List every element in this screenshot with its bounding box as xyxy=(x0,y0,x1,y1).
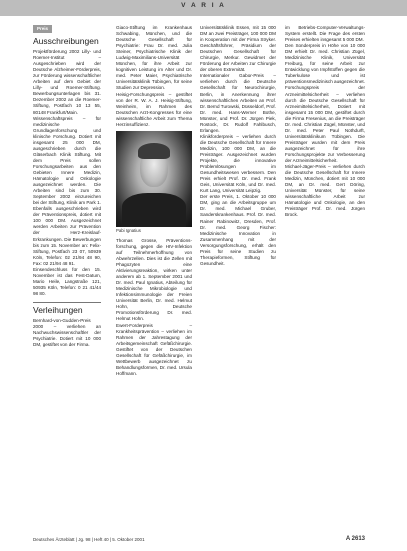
column-1 xyxy=(33,25,101,348)
paragraph: Ewert-Forderpreis – Krankheitsprävention – verliehen im Rahmen der Jahrestagung der Arbeitsgemeinschaft Gefäßchirurgie. Gestiftet von der Deutschen Gesellschaft für Gefäßchirurgie, im Wettbewerb ausgezeichnet zu Behandlungsformen, Dr. med. Ursula Hoffmann. xyxy=(116,322,192,376)
column-4 xyxy=(285,25,365,219)
category-tag: Preis xyxy=(33,25,52,33)
column-2 xyxy=(116,25,192,377)
column-3 xyxy=(200,25,276,267)
photo-caption: Pabi Ignatius xyxy=(116,227,141,233)
divider xyxy=(33,302,101,303)
paragraph: Michael-Jäger-Preis – verliehen durch die Deutsche Gesellschaft für Innere Medizin, München, dotiert mit 10 000 DM, an Dr. med. Gert Döring, Universität Münster, für seine wissenschaftliche Arbeit zur Hämatologie und Onkologie, an den Preisträger Prof. Dr. med. Jürgen Brock. xyxy=(285,164,365,218)
paragraph: Giaco-Stiftung im Krankenhaus Schwabing, München, und die Deutsche Gesellschaft für Psychiatrie: Frau Dr. med. Julia Steiner, Psychiatrische Klinik der Ludwig-Maximilians-Universität München, für ihre Arbeit zur kognitiven Leistung im Alter und Dr. med. Peter Maier, Psychiatrische Universitätsklinik Tübingen, für seine Studien zur Depression. xyxy=(116,25,192,91)
portrait-photo xyxy=(116,131,192,227)
paragraph: Heisig-Forschungspreis – gestiftet von der R. W. A. J. Heisig-Stiftung, Weinheim, im Rahmen des Deutschen Arzt-Kongresses für eine wissenschaftliche Arbeit zum Thema Herzinsuffizienz. xyxy=(116,91,192,127)
page-footer xyxy=(33,537,365,542)
section-header-bar xyxy=(0,0,407,16)
paragraph: Wissenschaftspreis – für medizinische Grundlagenforschung und klinische Forschung. Dotiert mit insgesamt 25 000 DM, ausgeschrieben durch die Gläserbach Klinik Stiftung. Mit dem Preis sollen Forschungsarbeiten aus den Gebieten Innere Medizin, Hämatologie und Onkologie ausgezeichnet werden. Die Arbeiten sind bis zum 30. September 2002 einzureichen bei der Stiftung, Klinik am Park 1. xyxy=(33,115,101,206)
paragraph: Den Sonderpreis in Höhe von 10 000 DM erhielt Dr. med. Christian Zügel, Medizinische Klinik, Universität Freiburg, für seine Arbeit zur Entwicklung von Impfstoffen gegen die Tuberkulose und ist präventionsmedizinisch ausgezeichnet. xyxy=(285,43,365,85)
journal-citation: Deutsches Ärzteblatt | Jg. 98 | Heft 40 | 5. Oktober 2001 xyxy=(33,537,145,542)
photo-hair xyxy=(138,143,170,159)
paragraph: Ebenfalls ausgeschrieben wird der Präventionspreis, dotiert mit 100 000 DM. Ausgezeichnet werden Arbeiten zur Prävention der Herz-Kreislauf-Erkrankungen. Die Bewerbungen bis zum 15. November an: Felix-Stiftung, Postfach 23 07, 50939 Köln, Telefon: 02 21/94 48 90, Fax: 02 21/94 48 91. xyxy=(33,206,101,266)
paragraph: Klinikforderpreis – verliehen durch die Deutsche Gesellschaft für Innere Medizin, 100 000 DM, an die Preisträger. Ausgezeichnet wurden Projekte, die innovative Problemlösungen im Gesundheitswesen verbessern. Den Preis erhielt Prof. Dr. med. Frank Geis, Universität Köln, und Dr. med. Kurt Lang, Universität Leipzig. xyxy=(200,133,276,194)
paragraph: Thomas Grosse, Präventions-forschung, gegen die HIV-Infektion auf Teilnehmerhoffnung von Abwehrzellen. Dies ist die Zellen mit Phagozyten eine Aktivierungsreaktion, wirken unter anderem ab 1. September 2001 und Dr. med. Paul Ignatius, Abteilung für Medizinische Mikrobiologie und Infektionsimmunologie der Freien Universität Berlin, Dr. med. Helmut Hohn, Deutsche Promotionsförderung Dr. med. Helmut Hohn. xyxy=(116,237,192,322)
section-title: V A R I A xyxy=(181,2,226,9)
paragraph: Der erste Preis, 1. Oktober 10 000 DM, ging an die Arbeitsgruppe um Dr. med. Michael Gruber, Sanderskrankenhaus. Prof. Dr. med. Rainer Rabinowitz, Dresden, Prof. Dr. med. Georg Fischer: Medizinische Innovation in Zusammenhang mit der Versorgungsforschung, erhält den Preis für seine Studien zu Therapieformen, Stiftung für Gesundheit. xyxy=(200,194,276,266)
photo-shoulders xyxy=(122,193,186,227)
paragraph: Forschungspreis der Arzneimittelsicherheit – verliehen durch die Deutsche Gesellschaft für Arzneimittelsicherheit, Dotiert mit insgesamt 15 000 DM, gestiftet durch die Firma Fresenius, an die Preisträger Dr. med. Christian Zügel, Münster, und Dr. med. Peter Paul Nothdurft, Universitätsklinikum Tübingen. Die Preisträger wurden mit dem Preis ausgezeichnet für ihre Forschungsprojekte zur Verbesserung der Arzneimittelsicherheit. xyxy=(285,85,365,164)
page-number: A 2613 xyxy=(345,536,365,542)
paragraph: Internationaler Gabor-Preis – verliehen durch die Deutsche Gesellschaft für Neurochirurgie, Berlin, in Anerkennung ihrer wissenschaftlichen Arbeiten an Prof. Dr. Bernd Turowski, Düsseldorf, Prof. Dr. med. Hans-Werner Bothe, Münster, und Prof. Dr. Jürgen Piek, Rostock, Dr. Rudolf Fahlbusch, Erlangen. xyxy=(200,73,276,133)
paragraph: im Betriebs-Computer-Verwaltungs-System erstellt. Die Frage des ersten Preises erhielten insgesamt 5 000 DM. xyxy=(285,25,365,43)
paragraph: Einsendeschluss für den 15. November ist das Fest-Datum, Mario Heile, Langstraße 121, 50935 Köln, Telefon: 0 21 41/44 98 80. xyxy=(33,266,101,296)
paragraph: Universitätsklinik Essen, mit 15 000 DM an zwei Preisträger, 100 000 DM in Kooperation mit der Firma Stryker. Geschäftsführer, Präsidium der Deutschen Gesellschaft für Chirurgie, Merkur. Gewidmet der Förderung der Arbeiten zur Chirurgie der oberen Extremität. xyxy=(200,25,276,73)
headline-verleihungen: Verleihungen xyxy=(33,304,83,315)
paragraph: Projektförderung 2002 Lilly- und Roemer-Institut – Ausgeschrieben wird der Deutsche Alzheimer-Förderpreis, zur Förderung wissenschaftlicher Arbeiten auf dem Gebiet der Lilly- und Roemer-Stiftung. Bewerbungsunterlagen bis 31. Dezember 2002 an die Roemer-Stiftung, Postfach 10 13 55, 80148 Frankfurt/Main. xyxy=(33,49,101,115)
headline-ausschreibungen: Ausschreibungen xyxy=(33,36,99,47)
paragraph: Bernhard-von-Gudden-Preis 2000 – verliehen an Nachwuchswissenschaftler der Psychiatrie. Dotiert mit 10 000 DM, gestiftet von der Firma. xyxy=(33,317,101,348)
